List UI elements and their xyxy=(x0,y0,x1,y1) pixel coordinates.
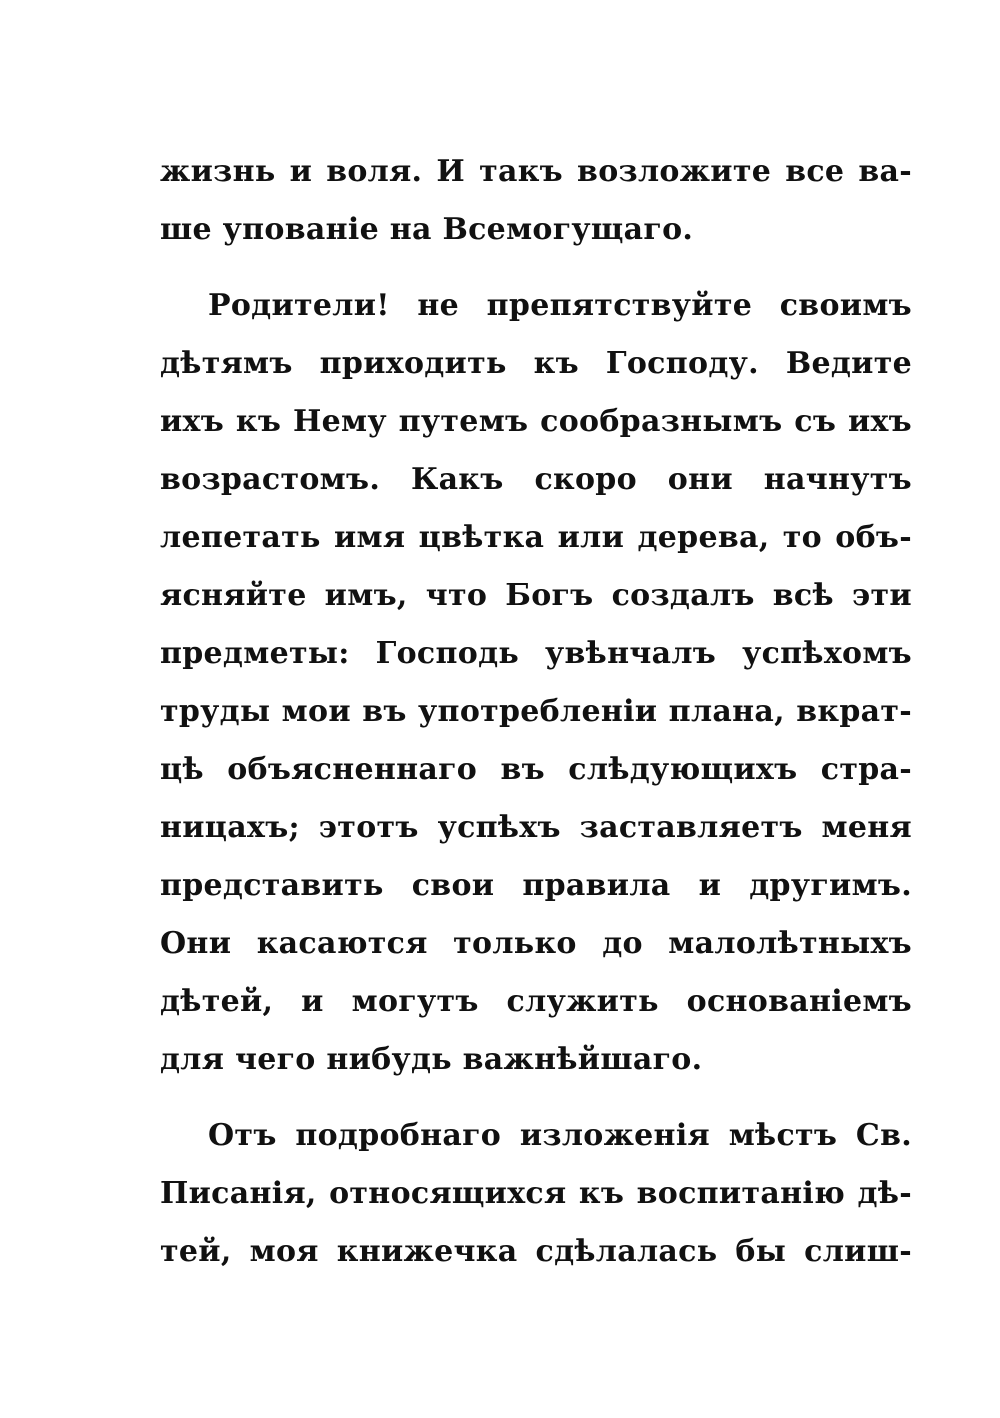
text-line-18: Писанія, относящихся къ воспитанію дѣ- xyxy=(160,1176,912,1211)
text-line-16: для чего нибудь важнѣйшаго. xyxy=(160,1042,703,1077)
text-line-13: представить свои правила и другимъ. xyxy=(160,868,912,903)
text-line-12: ницахъ; этотъ успѣхъ заставляетъ меня xyxy=(160,810,912,845)
text-line-17: Отъ подробнаго изложенія мѣстъ Св. xyxy=(208,1118,912,1153)
text-line-7: лепетать имя цвѣтка или дерева, то объ- xyxy=(160,520,912,555)
text-line-3: Родители! не препятствуйте своимъ xyxy=(208,288,912,323)
text-line-2: ше упованіе на Всемогущаго. xyxy=(160,212,694,247)
text-line-10: труды мои въ употребленіи плана, вкрат- xyxy=(160,694,912,729)
text-line-11: цѣ объясненнаго въ слѣдующихъ стра- xyxy=(160,752,912,787)
text-line-8: ясняйте имъ, что Богъ создалъ всѣ эти xyxy=(160,578,912,613)
text-line-15: дѣтей, и могутъ служить основаніемъ xyxy=(160,984,912,1019)
text-line-19: тей, моя книжечка сдѣлалась бы слиш- xyxy=(160,1234,912,1269)
text-line-14: Они касаются только до малолѣтныхъ xyxy=(160,926,912,961)
text-line-6: возрастомъ. Какъ скоро они начнутъ xyxy=(160,462,912,497)
text-line-4: дѣтямъ приходить къ Господу. Ведите xyxy=(160,346,912,381)
text-line-9: предметы: Господь увѣнчалъ успѣхомъ xyxy=(160,636,912,671)
text-line-5: ихъ къ Нему путемъ сообразнымъ съ ихъ xyxy=(160,404,912,439)
text-line-1: жизнь и воля. И такъ возложите все ва- xyxy=(160,154,912,189)
